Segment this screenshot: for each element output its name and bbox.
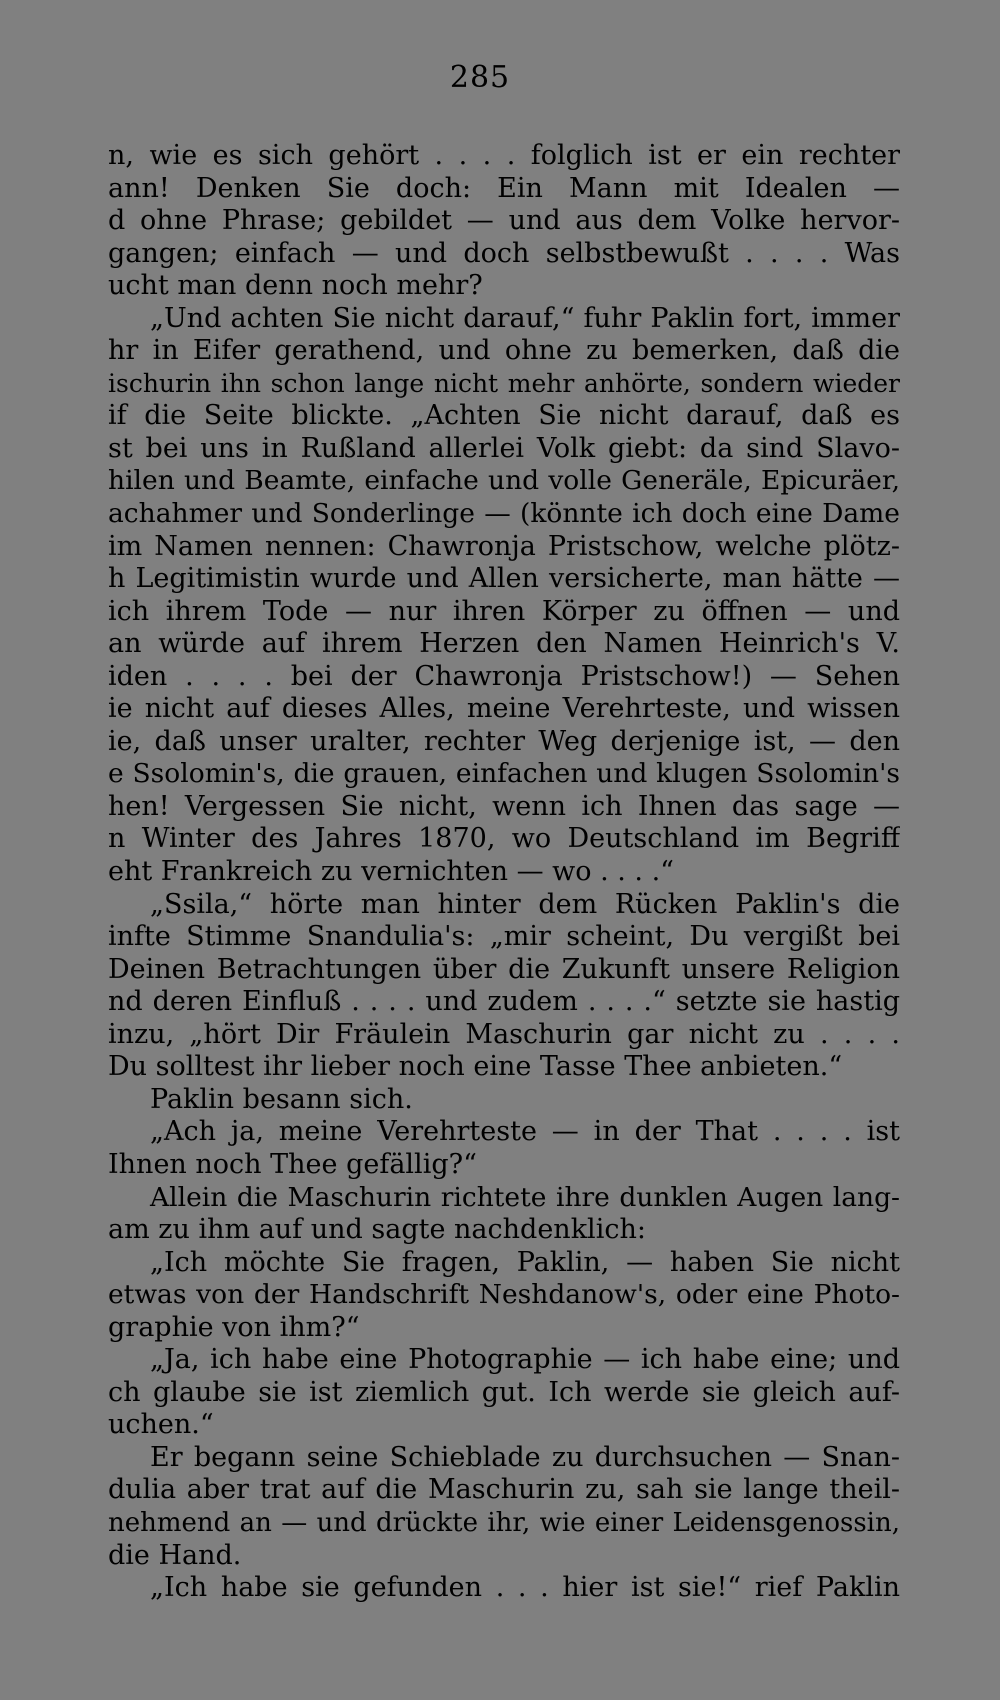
text-line: ischurin ihn schon lange nicht mehr anhörte, sondern wieder	[108, 368, 900, 398]
text-line: n Winter des Jahres 1870, wo Deutschland im Begriff	[108, 823, 900, 855]
text-line: graphie von ihm?“	[108, 1311, 360, 1343]
text-line: uchen.“	[108, 1409, 214, 1441]
text-line: e Ssolomin's, die grauen, einfachen und klugen Ssolomin's	[108, 758, 900, 790]
text-line: nd deren Einfluß . . . . und zudem . . . .“ setzte sie hastig	[108, 986, 900, 1018]
text-line: d ohne Phrase; gebildet — und aus dem Volke hervor-	[108, 205, 900, 237]
text-line: achahmer und Sonderlinge — (könnte ich doch eine Dame	[108, 498, 900, 530]
text-line: ie nicht auf dieses Alles, meine Verehrteste, und wissen	[108, 693, 900, 725]
text-line: „Ich habe sie gefunden . . . hier ist sie!“ rief Paklin	[150, 1572, 900, 1604]
text-line: n, wie es sich gehört . . . . folglich ist er ein rechter	[108, 140, 900, 171]
text-line: ich ihrem Tode — nur ihren Körper zu öffnen — und	[108, 595, 900, 627]
text-line: if die Seite blickte. „Achten Sie nicht darauf, daß es	[108, 400, 900, 432]
text-line: eht Frankreich zu vernichten — wo . . . .“	[108, 856, 674, 888]
text-line: nehmend an — und drückte ihr, wie einer Leidensgenossin,	[108, 1507, 900, 1538]
text-line: Ihnen noch Thee gefällig?“	[108, 1148, 477, 1180]
text-line: etwas von der Handschrift Neshdanow's, oder eine Photo-	[108, 1279, 900, 1311]
text-line: hen! Vergessen Sie nicht, wenn ich Ihnen das sage —	[108, 790, 900, 822]
text-line: ann! Denken Sie doch: Ein Mann mit Idealen —	[108, 172, 900, 204]
text-line: Du solltest ihr lieber noch eine Tasse Thee anbieten.“	[108, 1051, 843, 1083]
text-line: am zu ihm auf und sagte nachdenklich:	[108, 1214, 646, 1246]
text-line: hr in Eifer gerathend, und ohne zu bemerken, daß die	[108, 335, 900, 367]
text-line: im Namen nennen: Chawronja Pristschow, welche plötz-	[108, 530, 900, 562]
text-line: Er begann seine Schieblade zu durchsuchen — Snan-	[150, 1441, 900, 1473]
text-line: Allein die Maschurin richtete ihre dunklen Augen lang-	[150, 1181, 900, 1213]
text-line: die Hand.	[108, 1539, 242, 1571]
text-line: st bei uns in Rußland allerlei Volk giebt: da sind Slavo-	[108, 432, 900, 464]
text-line: an würde auf ihrem Herzen den Namen Heinrich's V.	[108, 628, 900, 660]
text-line: hilen und Beamte, einfache und volle Generäle, Epicuräer,	[108, 465, 900, 497]
text-line: dulia aber trat auf die Maschurin zu, sah sie lange theil-	[108, 1474, 900, 1506]
text-line: „Ssila,“ hörte man hinter dem Rücken Paklin's die	[150, 888, 900, 920]
text-line: „Und achten Sie nicht darauf,“ fuhr Paklin fort, immer	[150, 302, 900, 334]
text-line: Deinen Betrachtungen über die Zukunft unsere Religion	[108, 953, 900, 985]
text-line: „Ach ja, meine Verehrteste — in der That . . . . ist	[150, 1116, 900, 1148]
text-line: ucht man denn noch mehr?	[108, 270, 483, 302]
text-line: ch glaube sie ist ziemlich gut. Ich werde sie gleich auf-	[108, 1376, 900, 1408]
text-line: iden . . . . bei der Chawronja Pristschow!) — Sehen	[108, 660, 900, 692]
text-line: „Ja, ich habe eine Photographie — ich habe eine; und	[150, 1344, 900, 1376]
text-line: gangen; einfach — und doch selbstbewußt . . . . Was	[108, 237, 900, 269]
text-line: h Legitimistin wurde und Allen versicherte, man hätte —	[108, 563, 900, 595]
body-text	[108, 140, 900, 1605]
text-line: Paklin besann sich.	[150, 1083, 413, 1115]
text-line: „Ich möchte Sie fragen, Paklin, — haben Sie nicht	[150, 1246, 900, 1278]
text-line: inzu, „hört Dir Fräulein Maschurin gar nicht zu . . . .	[108, 1018, 900, 1050]
text-line: infte Stimme Snandulia's: „mir scheint, Du vergißt bei	[108, 921, 900, 953]
page-number: 285	[449, 60, 511, 95]
text-line: ie, daß unser uralter, rechter Weg derjenige ist, — den	[108, 725, 900, 757]
